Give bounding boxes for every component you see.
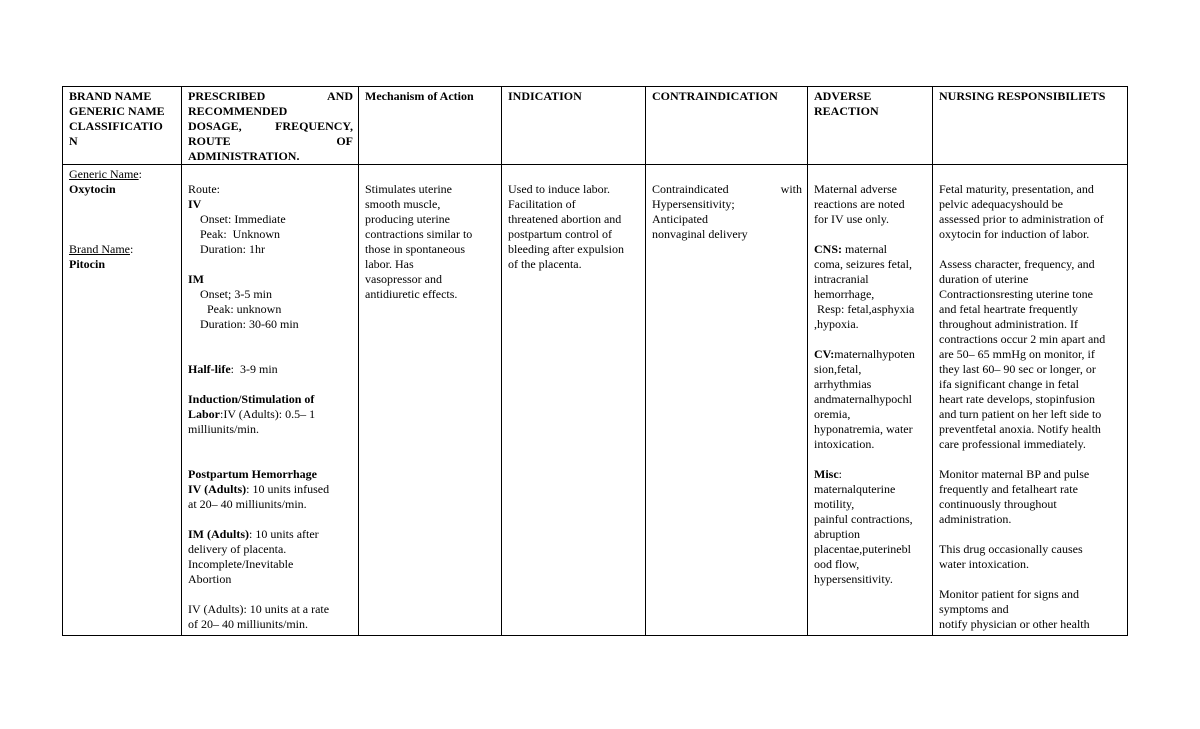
iv-route-label: IV bbox=[188, 197, 202, 211]
cns-label: CNS: bbox=[814, 242, 843, 256]
header-indication: INDICATION bbox=[502, 87, 646, 165]
induction-title: Induction/Stimulation of bbox=[188, 392, 315, 406]
generic-name-value: Oxytocin bbox=[69, 182, 116, 196]
drug-study-table bbox=[62, 86, 1128, 636]
misc-label: Misc bbox=[814, 467, 839, 481]
header-dosage: PRESCRIBED AND RECOMMENDED DOSAGE, FREQUENCY, ROUTE OF ADMINISTRATION. bbox=[182, 87, 359, 165]
header-contraindication: CONTRAINDICATION bbox=[646, 87, 808, 165]
header-brand-generic-classification: BRAND NAME GENERIC NAME CLASSIFICATIO N bbox=[63, 87, 182, 165]
cv-label: CV bbox=[814, 347, 831, 361]
drug-row-oxytocin bbox=[63, 165, 1128, 636]
route-label: Route: bbox=[188, 182, 220, 196]
indication-cell: Used to induce labor. Facilitation of threatened abortion and postpartum control of bleeding after expulsion of the placenta. bbox=[502, 165, 646, 636]
brand-name-label: Brand Name bbox=[69, 242, 130, 256]
drug-names-cell: Generic Name: Oxytocin Brand Name: Pitocin bbox=[63, 165, 182, 636]
header-nursing-responsibilities: NURSING RESPONSIBILIETS bbox=[933, 87, 1128, 165]
half-life: Half-life: 3-9 min bbox=[188, 362, 278, 376]
header-mechanism: Mechanism of Action bbox=[359, 87, 502, 165]
mechanism-cell: Stimulates uterine smooth muscle, producing uterine contractions similar to those in spontaneous labor. Has vasopressor and antidiuretic effects. bbox=[359, 165, 502, 636]
header-row bbox=[63, 87, 1128, 165]
dosage-cell: Route: IV Onset: Immediate Peak: Unknown Duration: 1hr IM Onset; 3-5 min Peak: unknown Duration: 30-60 min Half-life: 3-9 min Induction/Stimulation of Labor:IV (Adults): 0.5– 1 milliunits/min. Postpartum Hemorrhage IV (Adults): 10 units infused at 20– 40 milliunits/min. IM (Adults): 10 units after delivery of placenta. Incomplete/Inevitable Abortion IV (Adults): 10 units at a rate of 20– 40 milliunits/min. bbox=[182, 165, 359, 636]
generic-name-label: Generic Name bbox=[69, 167, 139, 181]
contraindication-cell: Contraindicated with Hypersensitivity; Anticipated nonvaginal delivery bbox=[646, 165, 808, 636]
im-route-label: IM bbox=[188, 272, 204, 286]
adverse-reaction-cell: Maternal adverse reactions are noted for IV use only. CNS: maternal coma, seizures fetal, intracranial hemorrhage, Resp: fetal,asphyxia ,hypoxia. CV:maternalhypoten sion,fetal, arrhythmias andmaternalhypochl oremia, hyponatremia, water intoxication. Misc: maternalquterine motility, painful contractions, abruption placentae,puterinebl ood flow, hypersensitivity. bbox=[808, 165, 933, 636]
brand-name-value: Pitocin bbox=[69, 257, 105, 271]
header-adverse-reaction: ADVERSE REACTION bbox=[808, 87, 933, 165]
nursing-responsibilities-cell: Fetal maturity, presentation, and pelvic adequacyshould be assessed prior to administration of oxytocin for induction of labor. Assess character, frequency, and duration of uterine Contractionsresting uterine tone and fetal heartrate frequently throughout administration. If contractions occur 2 min apart and are 50– 65 mmHg on monitor, if they last 60– 90 sec or longer, or ifa significant change in fetal heart rate develops, stopinfusion and turn patient on her left side to preventfetal anoxia. Notify health care professional immediately. Monitor maternal BP and pulse frequently and fetalheart rate continuously throughout administration. This drug occasionally causes water intoxication. Monitor patient for signs and symptoms and notify physician or other health bbox=[933, 165, 1128, 636]
pph-title: Postpartum Hemorrhage bbox=[188, 467, 317, 481]
